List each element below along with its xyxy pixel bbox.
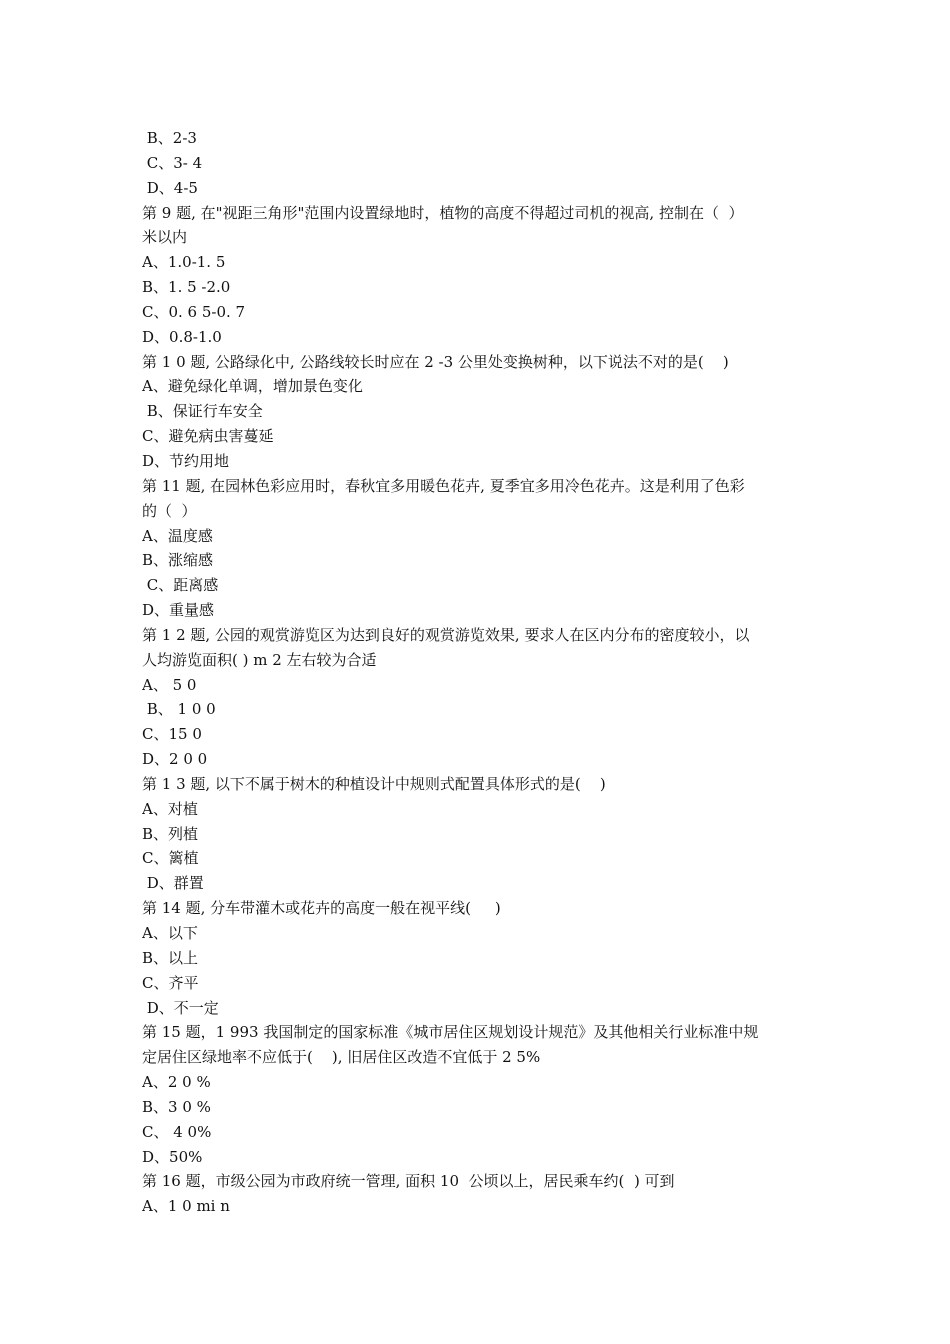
- text-line: 第 14 题, 分车带灌木或花卉的高度一般在视平线( ): [142, 899, 501, 918]
- text-line: 第 1 3 题, 以下不属于树木的种植设计中规则式配置具体形式的是( ): [142, 774, 606, 793]
- text-line: D、0.8-1.0: [142, 327, 222, 346]
- text-line: C、 4 0%: [142, 1122, 212, 1141]
- text-line: A、2 0 %: [142, 1073, 211, 1092]
- text-line: D、2 0 0: [142, 750, 208, 769]
- text-line: 第 16 题，市级公园为市政府统一管理, 面积 10 公顷以上，居民乘车约( ) 可到: [142, 1172, 675, 1191]
- text-line: 第 1 2 题, 公园的观赏游览区为达到良好的观赏游览效果, 要求人在区内分布的密度较小，以: [142, 625, 750, 644]
- text-line: D、群置: [142, 874, 204, 893]
- text-line: B、 1 0 0: [142, 700, 216, 719]
- text-line: B、列植: [142, 824, 199, 843]
- text-line: 第 15 题，1 993 我国制定的国家标准《城市居住区规划设计规范》及其他相关行业标准中规: [142, 1023, 759, 1042]
- text-line: B、2-3: [142, 129, 197, 147]
- text-line: D、重量感: [142, 601, 215, 620]
- text-line: C、距离感: [142, 576, 219, 595]
- text-line: A、1.0-1. 5: [142, 253, 226, 272]
- text-line: A、温度感: [142, 526, 213, 545]
- text-line: A、避免绿化单调，增加景色变化: [142, 377, 363, 396]
- text-line: B、1. 5 -2.0: [142, 278, 231, 297]
- text-line: D、不一定: [142, 998, 219, 1017]
- text-line: A、对植: [142, 799, 198, 818]
- text-line: 米以内: [142, 228, 188, 247]
- text-line: B、3 0 %: [142, 1097, 211, 1116]
- text-line: D、4-5: [142, 178, 198, 197]
- text-line: A、以下: [142, 924, 198, 942]
- text-line: C、避免病虫害蔓延: [142, 427, 274, 446]
- text-line: C、0. 6 5-0. 7: [142, 302, 246, 321]
- text-line: D、节约用地: [142, 451, 230, 470]
- text-line: 第 11 题, 在园林色彩应用时，春秋宜多用暖色花卉, 夏季宜多用冷色花卉。这是利用了色彩: [142, 476, 745, 495]
- text-line: C、15 0: [142, 725, 202, 744]
- text-line: 人均游览面积( ) m 2 左右较为合适: [142, 650, 377, 669]
- text-line: 第 9 题, 在"视距三角形"范围内设置绿地时，植物的高度不得超过司机的视高, 控制在（ ）: [142, 203, 744, 222]
- text-line: 的（ ）: [142, 501, 197, 520]
- text-line: C、篱植: [142, 849, 199, 868]
- document-body: [142, 126, 812, 1219]
- text-line: A、1 0 mi n: [142, 1197, 230, 1216]
- text-line: C、齐平: [142, 973, 199, 992]
- text-line: 第 1 0 题, 公路绿化中, 公路线较长时应在 2 -3 公里处变换树种，以下说法不对的是( ): [142, 352, 729, 371]
- text-line: D、50%: [142, 1147, 203, 1166]
- text-line: B、涨缩感: [142, 551, 214, 570]
- text-line: 定居住区绿地率不应低于( ), 旧居住区改造不宜低于 2 5%: [142, 1048, 541, 1067]
- text-line: B、以上: [142, 948, 199, 967]
- text-line: B、保证行车安全: [142, 402, 263, 421]
- text-line: C、3- 4: [142, 153, 203, 172]
- text-line: A、 5 0: [142, 675, 197, 694]
